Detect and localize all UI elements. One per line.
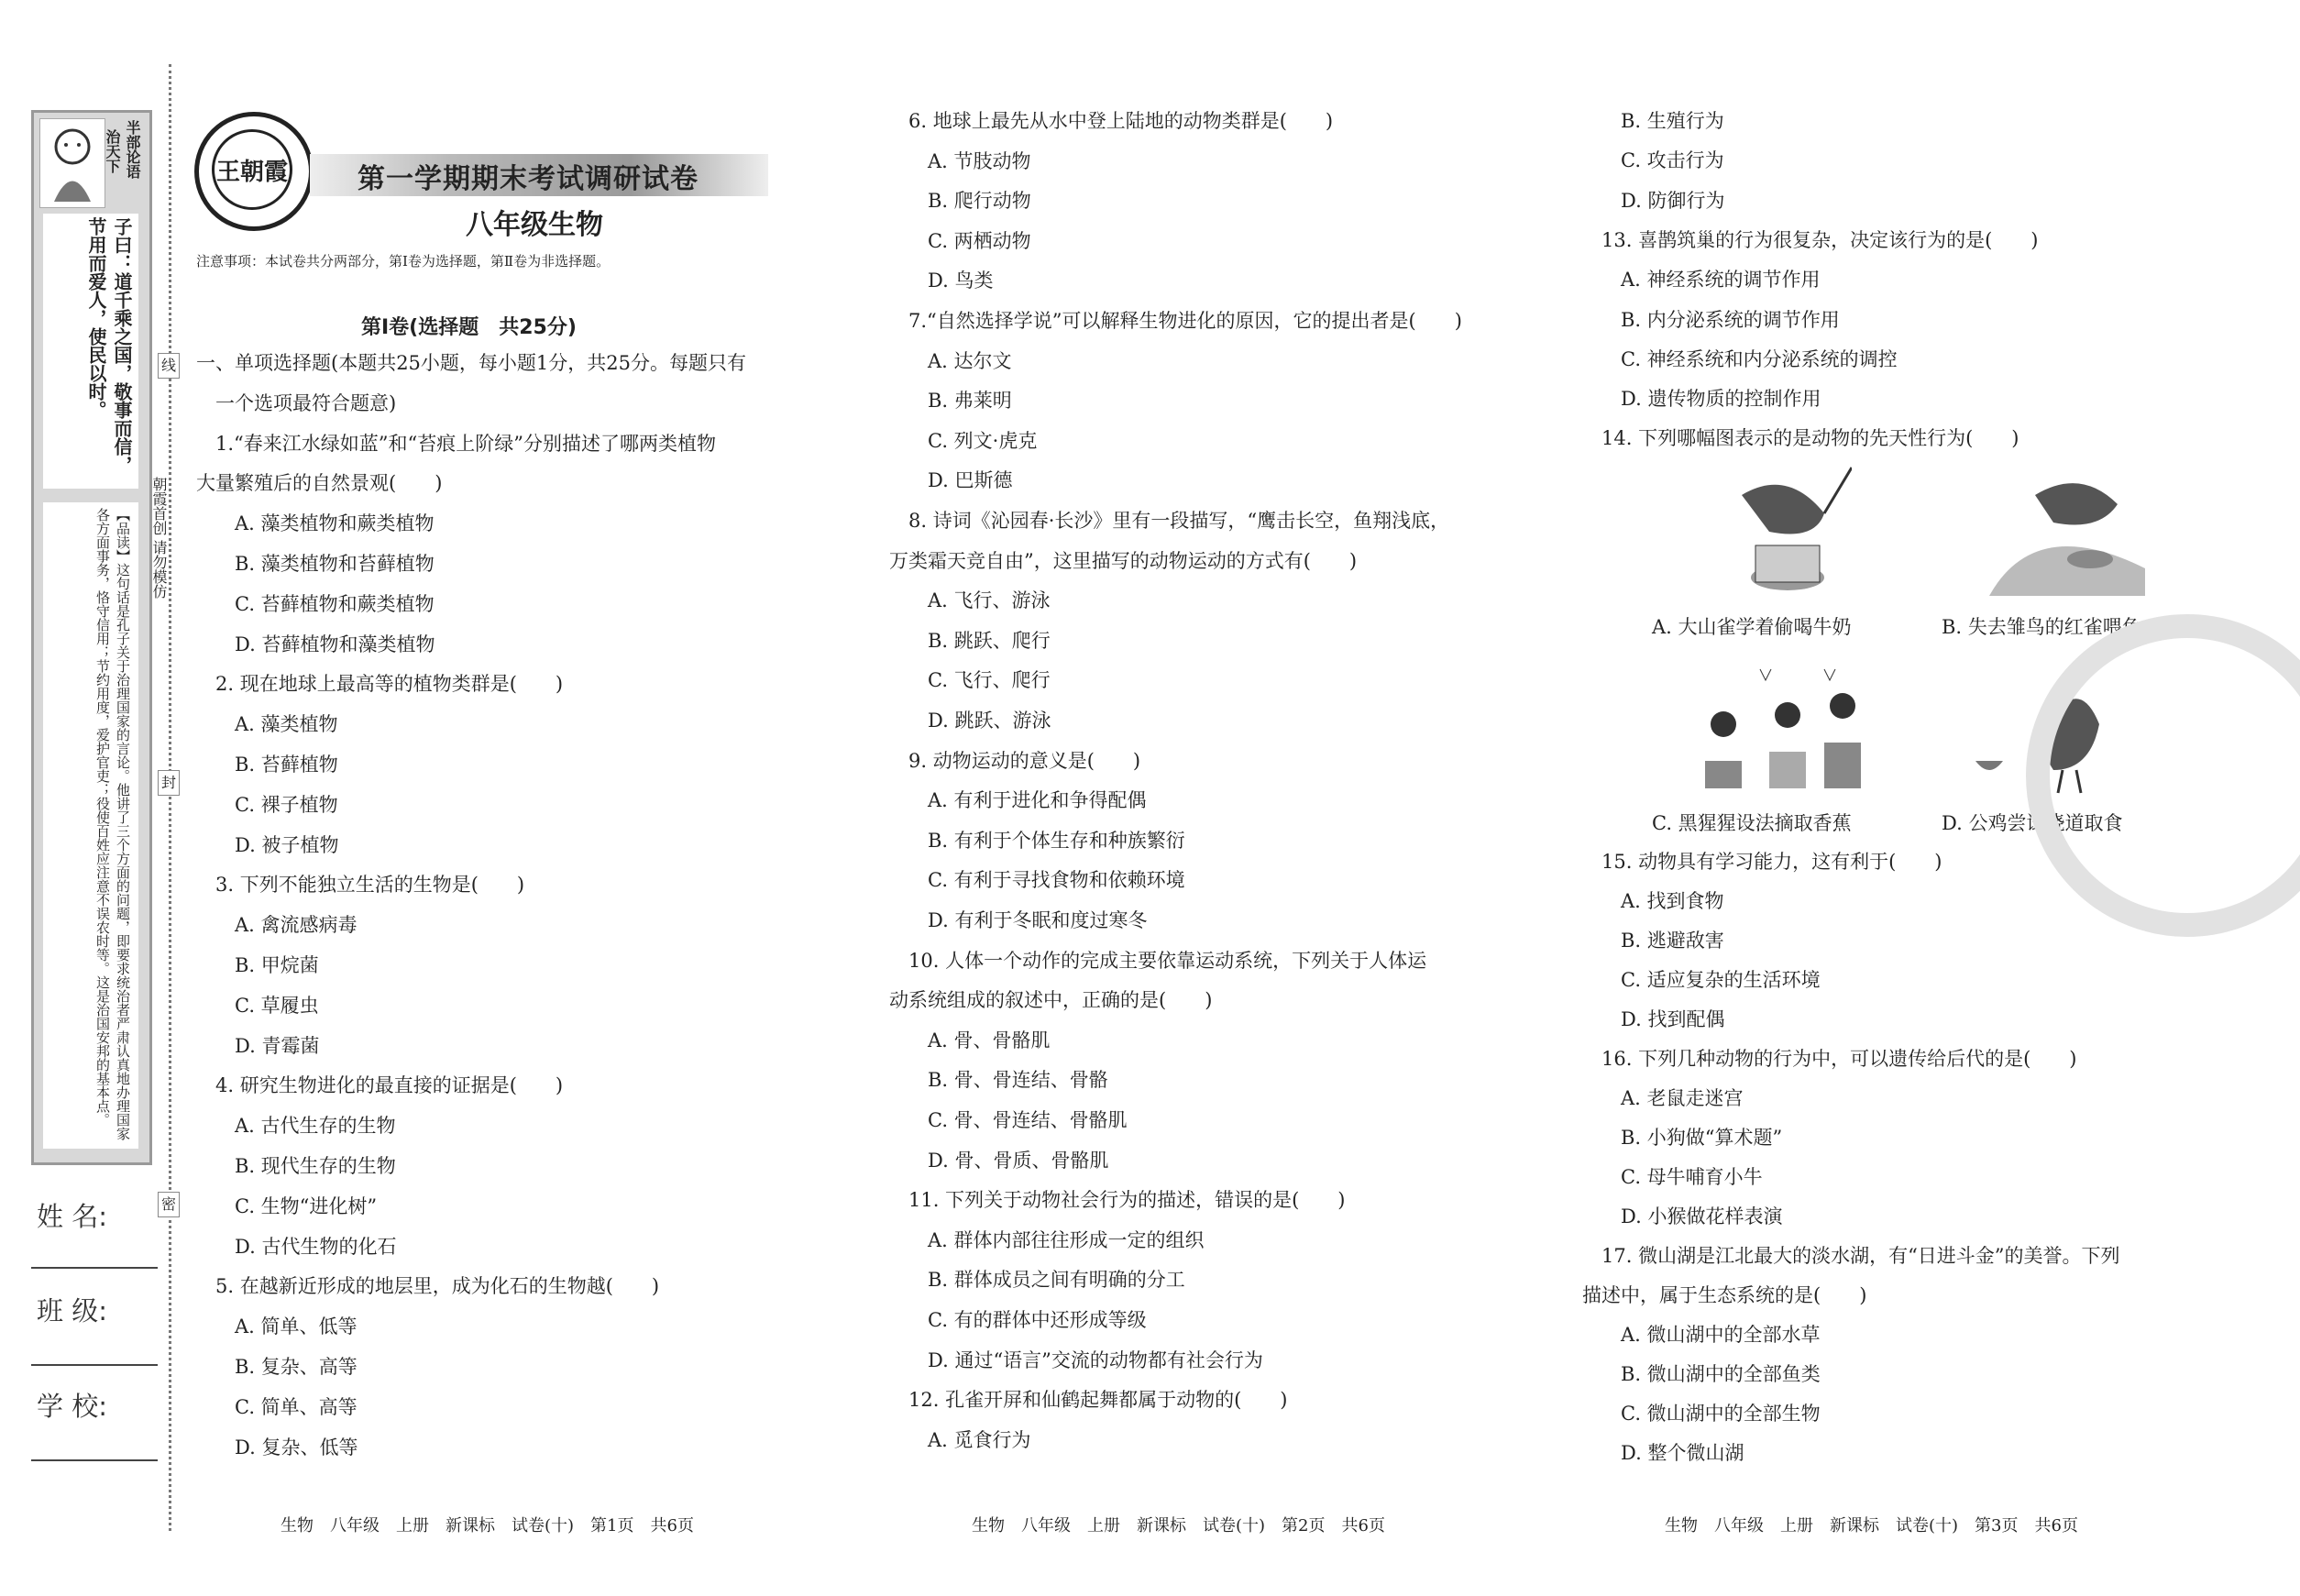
question-line: 9. 动物运动的意义是( ) (889, 749, 1141, 772)
question-line: D. 巴斯德 (889, 469, 1013, 492)
question-line: D. 鸟类 (889, 270, 994, 292)
question-line: 6. 地球上最先从水中登上陆地的动物类群是( ) (889, 110, 1334, 132)
quote-commentary: 【品读】这句话是孔子关于治理国家的言论。他讲了三个方面的问题，即要求统治者严肃认真地办理国家各方面事务，恪守信用；节约用度，爱护官吏；役使百姓应注意不误农时等。这是治国安邦的基本点。 (43, 502, 138, 1149)
question-line: 11. 下列关于动物社会行为的描述，错误的是( ) (889, 1189, 1346, 1212)
question-line: B. 跳跃、爬行 (889, 629, 1051, 652)
school-field[interactable] (31, 1459, 158, 1461)
exam-title: 第一学期期末考试调研试卷 (358, 163, 699, 195)
footer-page-3: 生物 八年级 上册 新课标 试卷(十) 第3页 共6页 (1665, 1516, 2078, 1535)
question-line: C. 有的群体中还形成等级 (889, 1309, 1147, 1331)
confucius-icon (39, 118, 105, 208)
question-line: D. 遗传物质的控制作用 (1582, 388, 1821, 411)
question-line: 一个选项最符合题意) (196, 391, 397, 414)
question-line: 3. 下列不能独立生活的生物是( ) (196, 874, 525, 897)
question-line: B. 有利于个体生存和种族繁衍 (889, 829, 1185, 852)
question-line: C. 微山湖中的全部生物 (1582, 1403, 1821, 1425)
class-label: 班 级: (37, 1295, 107, 1326)
exam-notice: 注意事项：本试卷共分两部分，第Ⅰ卷为选择题，第Ⅱ卷为非选择题。 (196, 253, 611, 270)
question-line: D. 苔藓植物和藻类植物 (196, 633, 435, 655)
question-line: B. 逃避敌害 (1582, 930, 1724, 952)
question-line: C. 有利于寻找食物和依赖环境 (889, 869, 1185, 892)
cardinal-feeding-fish-image (1980, 458, 2145, 596)
motto-line-2: 治天下 (104, 129, 121, 173)
question-line: A. 有利于进化和争得配偶 (889, 789, 1147, 812)
footer-page-1: 生物 八年级 上册 新课标 试卷(十) 第1页 共6页 (281, 1516, 694, 1535)
question-line: A. 藻类植物和蕨类植物 (196, 512, 435, 535)
question-line: B. 生殖行为 (1582, 110, 1724, 132)
question-line: A. 简单、低等 (196, 1315, 358, 1338)
question-line: B. 藻类植物和苔藓植物 (196, 553, 435, 575)
confucius-quote: 子曰：道千乘之国，敬事而信，节用而爱人，使民以时。 (43, 214, 138, 489)
question-line: A. 找到食物 (1582, 890, 1724, 912)
question-line: A. 微山湖中的全部水草 (1582, 1324, 1821, 1346)
question-line: D. 小猴做花样表演 (1582, 1205, 1783, 1227)
question-line: B. 小狗做“算术题” (1582, 1127, 1783, 1149)
question-line: 12. 孔雀开屏和仙鹤起舞都属于动物的( ) (889, 1389, 1288, 1412)
question-line: D. 骨、骨质、骨骼肌 (889, 1149, 1109, 1172)
name-field[interactable] (31, 1267, 158, 1269)
question-line: A. 古代生存的生物 (196, 1115, 396, 1138)
caption-c: C. 黑猩猩设法摘取香蕉 (1652, 812, 1852, 834)
question-line: C. 骨、骨连结、骨骼肌 (889, 1109, 1128, 1131)
binding-tag-line: 线 (158, 353, 180, 379)
brand-logo-text: 王朝霞 (212, 129, 292, 210)
question-line: A. 禽流感病毒 (196, 914, 358, 937)
question-line: A. 飞行、游泳 (889, 589, 1051, 612)
question-line: B. 微山湖中的全部鱼类 (1582, 1363, 1821, 1385)
question-line: A. 达尔文 (889, 349, 1012, 372)
question-line: B. 复杂、高等 (196, 1356, 358, 1378)
question-line: 5. 在越新近形成的地层里，成为化石的生物越( ) (196, 1275, 660, 1298)
question-line: C. 苔藓植物和蕨类植物 (196, 592, 435, 615)
section-title: 第Ⅰ卷(选择题 共25分) (361, 316, 577, 339)
question-line: B. 爬行动物 (889, 190, 1031, 213)
question-line: C. 神经系统和内分泌系统的调控 (1582, 347, 1898, 370)
chimpanzees-bananas-image (1696, 660, 1870, 798)
question-line: B. 群体成员之间有明确的分工 (889, 1269, 1185, 1292)
question-line: C. 适应复杂的生活环境 (1582, 969, 1821, 991)
question-line: 万类霜天竞自由”，这里描写的动物运动的方式有( ) (889, 549, 1358, 572)
class-field[interactable] (31, 1364, 158, 1366)
question-line: C. 列文·虎克 (889, 429, 1038, 452)
question-line: D. 找到配偶 (1582, 1008, 1725, 1030)
question-line: 动系统组成的叙述中，正确的是( ) (889, 989, 1213, 1012)
exam-subtitle: 八年级生物 (466, 209, 603, 241)
question-line: 1.“春来江水绿如蓝”和“苔痕上阶绿”分别描述了哪两类植物 (196, 432, 716, 455)
question-line: 4. 研究生物进化的最直接的证据是( ) (196, 1074, 564, 1097)
question-line: D. 有利于冬眠和度过寒冬 (889, 909, 1148, 931)
question-line: 描述中，属于生态系统的是( ) (1582, 1284, 1867, 1306)
footer-page-2: 生物 八年级 上册 新课标 试卷(十) 第2页 共6页 (972, 1516, 1385, 1535)
question-line: A. 藻类植物 (196, 713, 338, 736)
question-line: D. 古代生物的化石 (196, 1235, 397, 1258)
question-line: C. 简单、高等 (196, 1395, 358, 1418)
motto-line-1: 半部论语 (124, 120, 141, 179)
question-line: D. 防御行为 (1582, 189, 1725, 212)
question-line: C. 草履虫 (196, 994, 319, 1017)
brand-logo (194, 112, 314, 231)
question-line: D. 整个微山湖 (1582, 1442, 1744, 1464)
question-line: C. 飞行、爬行 (889, 669, 1051, 692)
caption-b: B. 失去雏鸟的红雀喂鱼 (1942, 616, 2141, 638)
question-line: D. 被子植物 (196, 833, 339, 856)
question-line: D. 青霉菌 (196, 1034, 320, 1057)
question-line: B. 甲烷菌 (196, 954, 319, 976)
question-line: 2. 现在地球上最高等的植物类群是( ) (196, 673, 564, 696)
question-line: 一、单项选择题(本题共25小题，每小题1分，共25分。每题只有 (196, 352, 746, 374)
question-line: B. 苔藓植物 (196, 754, 338, 776)
question-line: D. 复杂、低等 (196, 1436, 358, 1458)
question-line: A. 节肢动物 (889, 149, 1031, 172)
question-line: B. 现代生存的生物 (196, 1155, 396, 1177)
question-line: 7.“自然选择学说”可以解释生物进化的原因，它的提出者是( ) (889, 310, 1462, 332)
binding-tag-secret: 密 (158, 1192, 180, 1217)
question-line: B. 弗莱明 (889, 390, 1012, 413)
question-line: C. 生物“进化树” (196, 1194, 378, 1217)
question-line: 17. 微山湖是江北最大的淡水湖，有“日进斗金”的美誉。下列 (1582, 1245, 2120, 1267)
question-line: 15. 动物具有学习能力，这有利于( ) (1582, 851, 1942, 873)
binding-tag-seal: 封 (158, 770, 180, 796)
sidebar-quote-box (31, 110, 152, 1165)
binding-line (169, 64, 171, 1531)
bird-drinking-milk-image (1705, 458, 1852, 596)
question-line: A. 神经系统的调节作用 (1582, 269, 1821, 292)
question-line: A. 老鼠走迷宫 (1582, 1087, 1744, 1109)
caption-d: D. 公鸡尝试绕道取食 (1942, 812, 2123, 834)
caption-a: A. 大山雀学着偷喝牛奶 (1652, 616, 1852, 638)
question-line: D. 通过“语言”交流的动物都有社会行为 (889, 1348, 1263, 1371)
question-line: A. 群体内部往往形成一定的组织 (889, 1228, 1205, 1251)
question-line: C. 裸子植物 (196, 793, 338, 816)
school-label: 学 校: (37, 1391, 107, 1422)
question-line: 10. 人体一个动作的完成主要依靠运动系统，下列关于人体运 (889, 949, 1427, 972)
question-line: D. 跳跃、游泳 (889, 710, 1051, 732)
question-line: B. 内分泌系统的调节作用 (1582, 308, 1840, 331)
question-line: 16. 下列几种动物的行为中，可以遗传给后代的是( ) (1582, 1048, 2077, 1070)
question-line: 13. 喜鹊筑巢的行为很复杂，决定该行为的是( ) (1582, 228, 2039, 251)
question-line: 14. 下列哪幅图表示的是动物的先天性行为( ) (1582, 427, 2019, 450)
question-line: 大量繁殖后的自然景观( ) (196, 472, 443, 495)
name-label: 姓 名: (37, 1201, 107, 1232)
question-line: A. 觅食行为 (889, 1428, 1031, 1451)
question-line: B. 骨、骨连结、骨骼 (889, 1069, 1108, 1092)
question-line: C. 母牛哺育小牛 (1582, 1166, 1763, 1188)
watermark-seal (2026, 614, 2300, 937)
question-line: 8. 诗词《沁园春·长沙》里有一段描写，“鹰击长空，鱼翔浅底， (889, 510, 1450, 532)
question-line: A. 骨、骨骼肌 (889, 1029, 1051, 1051)
copyright-notice: 朝霞首创 请勿模仿 (150, 477, 168, 600)
question-line: C. 攻击行为 (1582, 149, 1724, 172)
question-line: C. 两栖动物 (889, 229, 1031, 252)
